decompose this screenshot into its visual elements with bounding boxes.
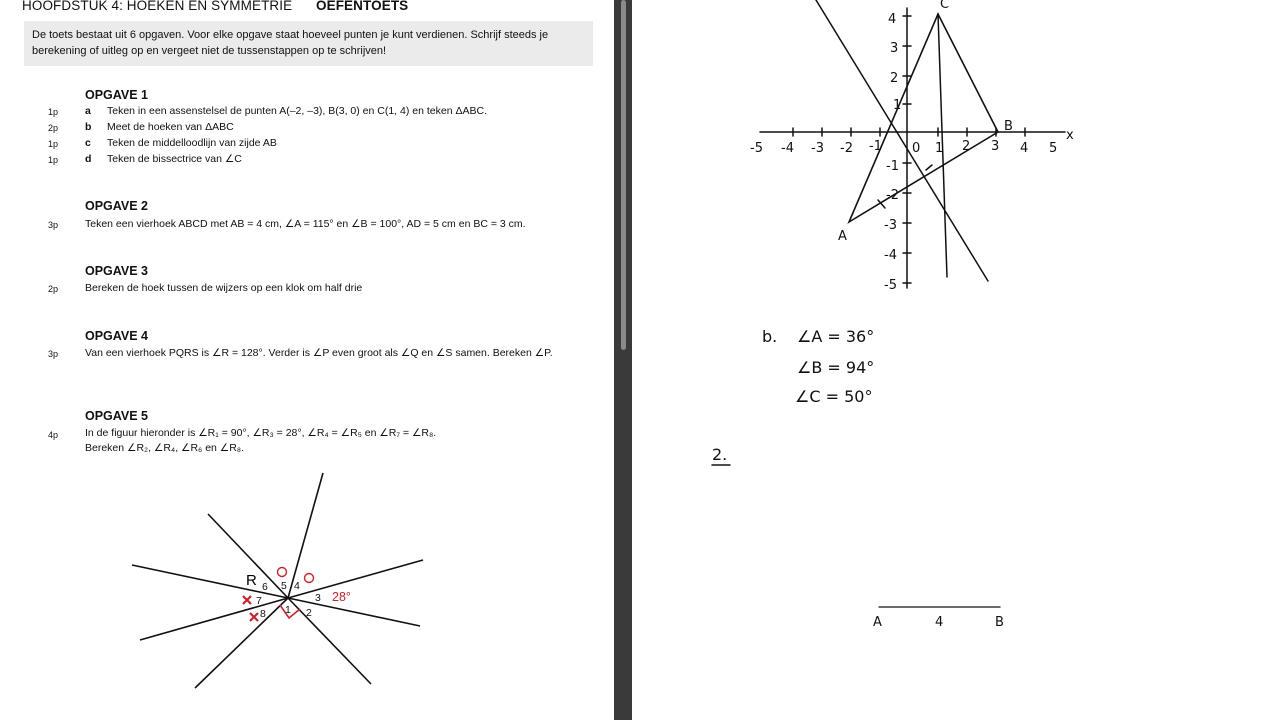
points: 3p (48, 220, 59, 230)
x-tick-label: 1 (935, 141, 944, 156)
handwriting-canvas[interactable] (632, 0, 1280, 720)
point-c-label: C (940, 0, 950, 12)
angle-number: 8 (260, 608, 266, 620)
y-tick-label: 2 (890, 71, 899, 86)
question-text: Teken een vierhoek ABCD met AB = 4 cm, ∠A = 115° en ∠B = 100°, AD = 5 cm en BC = 3 cm. (85, 218, 526, 230)
worksheet-page (0, 0, 614, 720)
points: 3p (48, 349, 59, 359)
x-tick-label: 0 (912, 141, 921, 156)
page-header (22, 0, 409, 13)
item-text: Teken de middelloodlijn van zijde AB (107, 137, 277, 149)
angle-number: 7 (256, 595, 262, 607)
opgave-3-title: OPGAVE 3 (85, 264, 148, 278)
item-text: Meet de hoeken van ΔABC (107, 121, 234, 133)
item-text: Teken in een assenstelsel de punten A(–2, –3), B(3, 0) en C(1, 4) en teken ΔABC. (107, 105, 487, 117)
y-tick-label: 4 (888, 12, 897, 27)
y-tick-label: -5 (884, 278, 897, 293)
figure-lines (132, 473, 423, 688)
x-tick-label: -2 (840, 141, 853, 156)
x-tick-label: -5 (750, 141, 763, 156)
opgave-5-title: OPGAVE 5 (85, 409, 148, 423)
x-axis-label: x (1066, 128, 1074, 143)
item-letter: b (85, 121, 92, 133)
opgave-2-title: OPGAVE 2 (85, 199, 148, 213)
x-tick-label: 5 (1049, 141, 1058, 156)
answer-b-label: b. (762, 327, 778, 346)
item-letter: d (85, 153, 92, 165)
y-tick-label: -4 (884, 248, 897, 263)
angle-number: 1 (285, 604, 291, 616)
question-line-1: In de figuur hieronder is ∠R₁ = 90°, ∠R₃ = 28°, ∠R₄ = ∠R₅ en ∠R₇ = ∠R₈. (85, 427, 437, 439)
y-tick-label: 1 (893, 98, 902, 113)
y-tick-label: -3 (884, 218, 897, 233)
item-letter: a (85, 105, 91, 117)
point-a-label: A (838, 229, 847, 244)
x-tick-label: -3 (811, 141, 824, 156)
handwritten-sketch (632, 0, 1280, 720)
chapter-title: HOOFDSTUK 4: HOEKEN EN SYMMETRIE (22, 0, 293, 13)
points: 1p (48, 155, 59, 165)
points: 1p (48, 107, 59, 117)
points: 1p (48, 139, 59, 149)
segment-length: 4 (935, 615, 944, 630)
angle-number: 5 (281, 580, 287, 592)
triangle-abc (849, 14, 998, 222)
cross-marker-8 (250, 613, 258, 621)
x-tick-label: -4 (781, 141, 794, 156)
lines-figure (120, 468, 440, 698)
x-tick-label: -1 (869, 139, 882, 154)
points: 4p (48, 430, 59, 440)
x-tick-label: 4 (1020, 141, 1029, 156)
item-text: Teken de bissectrice van ∠C (107, 153, 242, 165)
given-angle-label: 28° (332, 590, 351, 604)
points: 2p (48, 123, 59, 133)
angle-a-answer: ∠A = 36° (797, 327, 875, 346)
point-label: R (246, 572, 257, 589)
question-text: Bereken de hoek tussen de wijzers op een klok om half drie (85, 282, 363, 294)
angle-number: 4 (294, 580, 300, 592)
y-tick-label: -1 (886, 159, 899, 174)
cross-marker-7 (243, 596, 251, 604)
angle-number: 6 (262, 581, 268, 593)
angle-b-answer: ∠B = 94° (797, 358, 875, 377)
opgave-1-title: OPGAVE 1 (85, 88, 148, 102)
angle-c-answer: ∠C = 50° (795, 387, 873, 406)
intro-box: De toets bestaat uit 6 opgaven. Voor elke opgave staat hoeveel punten je kunt verdienen. Schrijf steeds je berekening of uitleg op en vergeet niet de tussenstappen op te schrijven! (24, 21, 593, 66)
split-divider[interactable] (614, 0, 632, 720)
angle-arc-marker (278, 568, 287, 577)
y-tick-label: 3 (890, 41, 899, 56)
opgave-4-title: OPGAVE 4 (85, 329, 148, 343)
x-tick-label: 3 (991, 139, 1000, 154)
segment-endpoint-a: A (873, 615, 882, 630)
point-b-label: B (1004, 119, 1013, 134)
points: 2p (48, 284, 59, 294)
angle-number: 3 (315, 592, 321, 604)
angle-number: 2 (306, 607, 312, 619)
y-tick-label: -2 (886, 188, 899, 203)
section-2-label: 2. (712, 445, 728, 464)
item-letter: c (85, 137, 91, 149)
scrollbar-thumb[interactable] (621, 0, 626, 350)
segment-endpoint-b: B (995, 615, 1004, 630)
question-text: Van een vierhoek PQRS is ∠R = 128°. Verder is ∠P even groot als ∠Q en ∠S samen. Bereken ∠P. (85, 347, 553, 359)
x-tick-label: 2 (962, 139, 971, 154)
test-title: OEFENTOETS (316, 0, 409, 13)
angle-arc-marker (305, 574, 314, 583)
question-line-2: Bereken ∠R₂, ∠R₄, ∠R₆ en ∠R₈. (85, 442, 245, 454)
